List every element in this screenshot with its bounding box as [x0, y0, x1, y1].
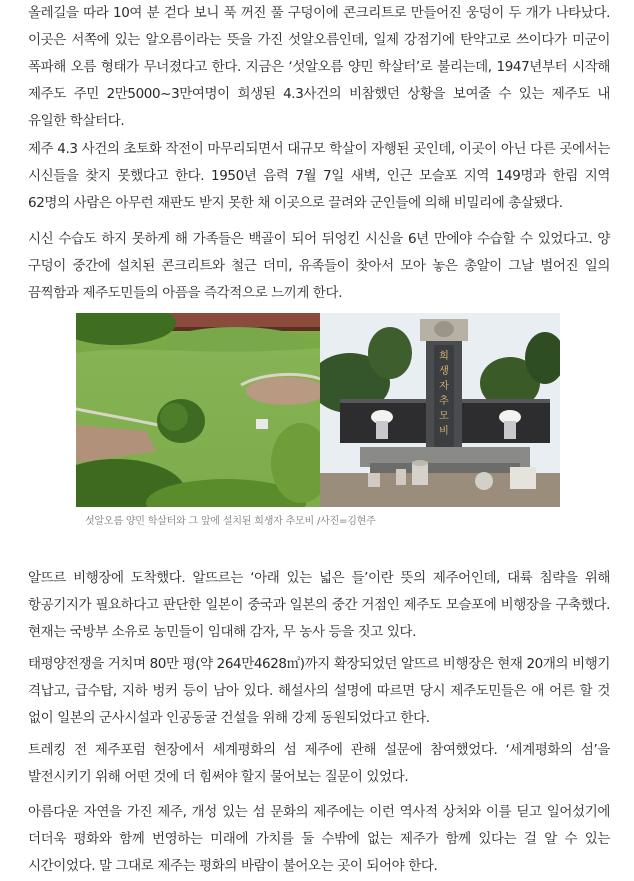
monument-glyph: 추: [439, 396, 449, 407]
paragraph-5: 태평양전쟁을 거치며 80만 평(약 264만4628㎡)까지 확장되었던 알뜨르 비행장은 현재 20개의 비행기 격납고, 급수탑, 지하 벙커 등이 남아 있다. 해설사의 설명에 따르면 당시 제주도민들은 애 어른 할 것 없이 일본의 군사시설과 인공동굴 건설을 위해 강제 동원되었다고 한다.: [28, 656, 610, 726]
monument-glyph: 비: [439, 426, 449, 437]
paragraph-2: 제주 4.3 사건의 초토화 작전이 마무리되면서 대규모 학살이 자행된 곳인데, 이곳이 아닌 다른 곳에서는 시신들을 찾지 못했다고 한다. 1950년 음력 7월 7일 새벽, 인근 모슬포 지역 149명과 한림 지역 62명의 사람은 아무런 재판도 받지 못한 채 이곳으로 끌려와 군인들에 의해 비밀리에 총살됐다.: [28, 141, 610, 211]
monument-glyph: 자: [439, 381, 449, 392]
paragraph-3: 시신 수습도 하지 못하게 해 가족들은 백골이 되어 뒤엉킨 시신을 6년 만에야 수습할 수 있었다고. 양 구덩이 중간에 설치된 콘크리트와 철근 더미, 유족들이 찾아서 모아 놓은 총알이 그날 벌어진 일의 끔찍함과 제주도민들의 아픔을 즉각적으로 느끼게 한다.: [28, 231, 610, 301]
monument-glyph: 희: [439, 351, 449, 362]
paragraph-1: 올레길을 따라 10여 분 걷다 보니 푹 꺼진 풀 구덩이에 콘크리트로 만들어진 웅덩이 두 개가 나타났다. 이곳은 서쪽에 있는 알오름이라는 뜻을 가진 섯알오름인데, 일제 강점기에 탄약고로 쓰이다가 미군이 폭파해 오름 형태가 무너졌다고 한다. 지금은 ‘섯알오름 양민 학살터’로 불리는데, 1947년부터 시작해 제주도 주민 2만5000~3만여명이 희생된 4.3사건의 비참했던 상황을 보여줄 수 있는 제주도 내 유일한 학살터다.: [28, 5, 610, 129]
memorial-monument-photo: [320, 313, 560, 507]
paragraph-7: 아름다운 자연을 가진 제주, 개성 있는 섬 문화의 제주에는 이런 역사적 상처와 이를 딛고 일어섰기에 더더욱 평화와 함께 번영하는 미래에 가치를 둘 수밖에 없는 제주가 함께 있다는 걸 알 수 있는 시간이었다. 말 그대로 제주는 평화의 바람이 불어오는 곳이 되어야 한다.: [28, 804, 610, 874]
monument-glyph: 모: [439, 411, 449, 422]
article-photo: [76, 313, 560, 507]
paragraph-6: 트레킹 전 제주포럼 현장에서 세계평화의 섬 제주에 관해 설문에 참여했었다. ‘세계평화의 섬’을 발전시키기 위해 어떤 것에 더 힘써야 할지 물어보는 질문이 있었다.: [28, 742, 610, 785]
photo-caption: 섯알오름 양민 학살터와 그 앞에 설치된 희생자 추모비 /사진=김현주: [85, 516, 376, 527]
massacre-site-photo: [76, 313, 320, 507]
monument-glyph: 생: [439, 366, 449, 377]
paragraph-4: 알뜨르 비행장에 도착했다. 알뜨르는 ‘아래 있는 넓은 들’이란 뜻의 제주어인데, 대륙 침략을 위해 항공기지가 필요하다고 판단한 일본이 중국과 일본의 중간 거점인 제주도 모슬포에 비행장을 구축했다. 현재는 국방부 소유로 농민들이 임대해 감자, 무 농사 등을 짓고 있다.: [28, 570, 610, 640]
